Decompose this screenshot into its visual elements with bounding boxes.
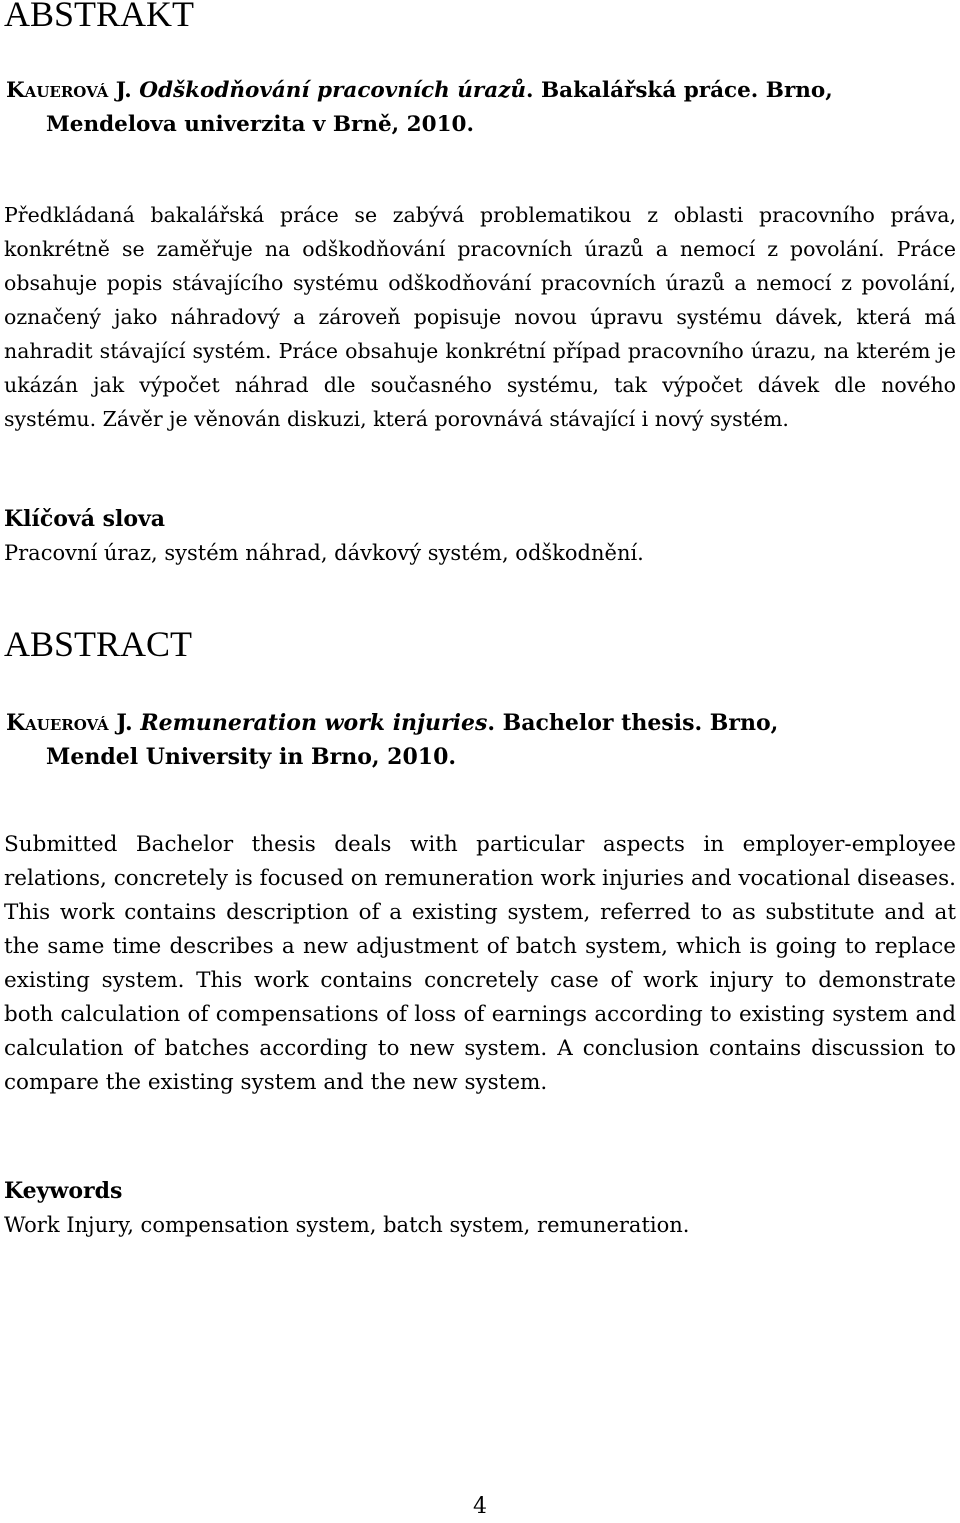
page-number: 4 — [473, 1494, 487, 1519]
english-keywords-text: Work Injury, compensation system, batch system, remuneration. — [4, 1213, 690, 1237]
czech-abstract-heading: ABSTRAKT — [4, 0, 195, 34]
english-citation-author: Kauerová — [6, 710, 109, 736]
english-citation-rest-line2: Mendel University in Brno, 2010. — [46, 744, 457, 770]
english-abstract-text: Submitted Bachelor thesis deals with particular aspects in employer-employee relations, concretely is focused on remuneration work injuries and vocational diseases. This work contains description of a existing system, referred to as substitute and at the same time describes a new adjustment of batch system, which is going to replace existing system. This work contains concretely case of work injury to demonstrate both calculation of compensations of loss of earnings according to existing system and calculation of batches according to new system. A conclusion contains discussion to compare the existing system and the new system. — [4, 832, 956, 1095]
english-citation-rest-line1: . Bachelor thesis. Brno, — [487, 710, 779, 736]
czech-keywords-heading: Klíčová slova — [4, 506, 166, 532]
english-citation — [6, 706, 956, 774]
czech-citation — [6, 74, 956, 142]
czech-abstract-text: Předkládaná bakalářská práce se zabývá problematikou z oblasti pracovního práva, konkrétně se zaměřuje na odškodňování pracovních úrazů a nemocí z povolání. Práce obsahuje popis stávajícího systému odškodňování pracovních úrazů a nemocí z povolání, označený jako náhradový a zároveň popisuje novou úpravu systému dávek, která má nahradit stávající systém. Práce obsahuje konkrétní případ pracovního úrazu, na kterém je ukázán jak výpočet náhrad dle současného systému, tak výpočet dávek dle nového systému. Závěr je věnován diskuzi, která porovnává stávající i nový systém. — [4, 203, 956, 431]
english-abstract-heading: ABSTRACT — [4, 624, 193, 664]
czech-citation-initial: J. — [108, 78, 132, 103]
czech-keywords-text: Pracovní úraz, systém náhrad, dávkový systém, odškodnění. — [4, 541, 644, 565]
english-keywords-heading: Keywords — [4, 1178, 123, 1204]
czech-citation-rest-line1: . Bakalářská práce. Brno, — [526, 78, 833, 103]
czech-citation-rest-line2: Mendelova univerzita v Brně, 2010. — [46, 112, 474, 137]
czech-citation-author: Kauerová — [6, 78, 109, 103]
english-citation-initial: J. — [108, 710, 133, 736]
english-citation-title: Remuneration work injuries — [140, 710, 488, 736]
czech-citation-title: Odškodňování pracovních úrazů — [139, 78, 526, 103]
